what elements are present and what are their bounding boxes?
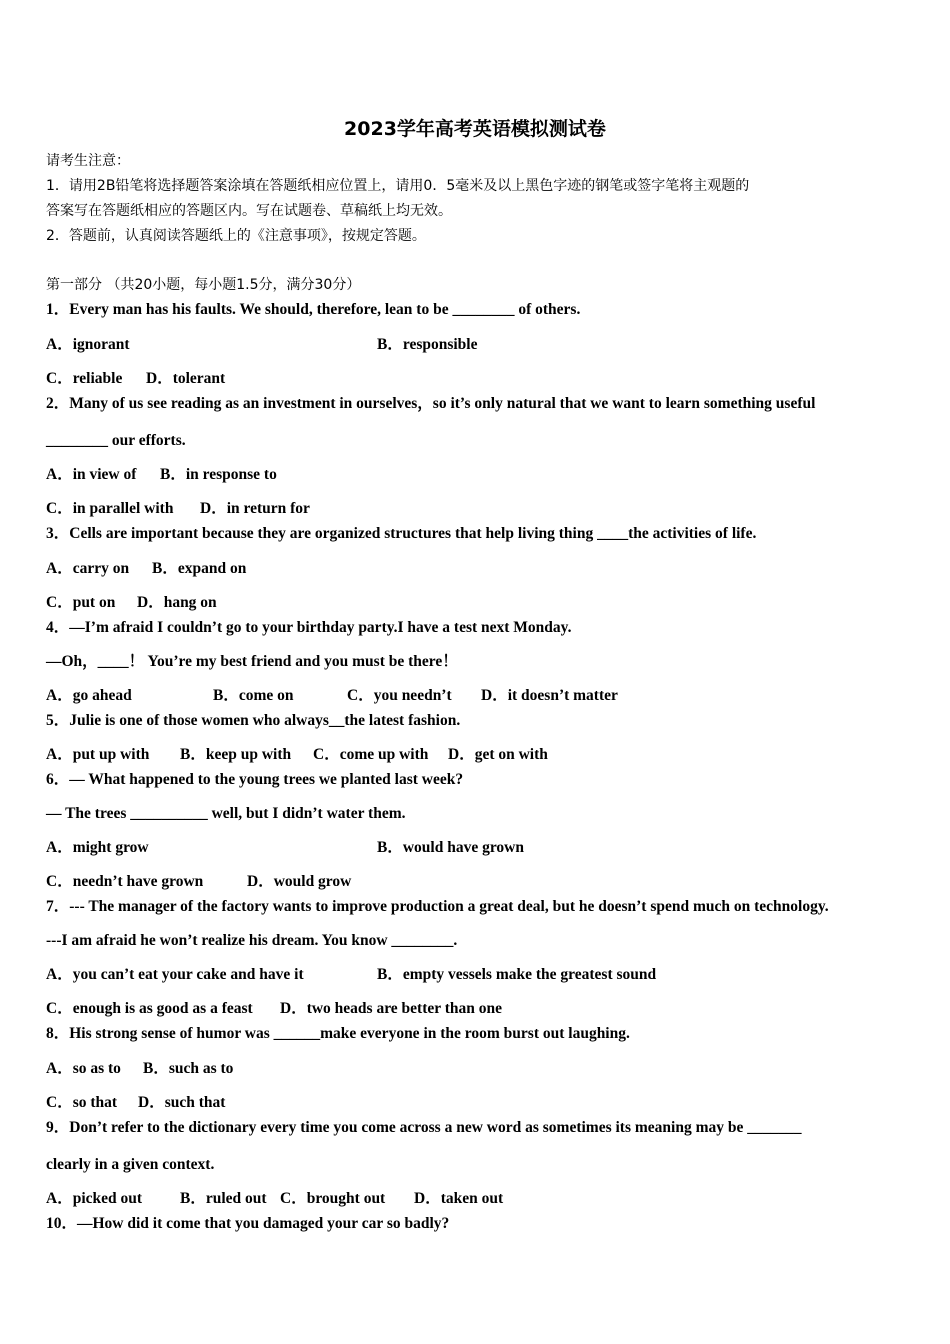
option-c[interactable]: C．reliable (46, 370, 123, 387)
question-stem-continued: — The trees __________ well, but I didn’t water them. (46, 805, 406, 822)
question-stem: 6．— What happened to the young trees we planted last week? (46, 771, 464, 788)
option-a[interactable]: A．you can’t eat your cake and have it (46, 966, 304, 983)
option-a[interactable]: A．go ahead (46, 687, 132, 704)
option-d[interactable]: D．such that (138, 1094, 226, 1111)
option-b[interactable]: B．would have grown (377, 839, 524, 856)
option-a[interactable]: A．might grow (46, 839, 149, 856)
question-stem: 8．His strong sense of humor was ______make everyone in the room burst out laughing. (46, 1025, 630, 1042)
option-d[interactable]: D．tolerant (146, 370, 226, 387)
option-d[interactable]: D．taken out (414, 1190, 504, 1207)
page-title: 2023学年高考英语模拟测试卷 (344, 118, 606, 140)
option-c[interactable]: C．put on (46, 594, 116, 611)
option-d[interactable]: D．get on with (448, 746, 548, 763)
question-stem-continued: —Oh，____！ You’re my best friend and you must be there！ (46, 653, 458, 670)
option-d[interactable]: D．hang on (137, 594, 217, 611)
option-c[interactable]: C．you needn’t (347, 687, 452, 704)
notice-line: 2．答题前，认真阅读答题纸上的《注意事项》，按规定答题。 (46, 228, 426, 244)
option-a[interactable]: A．put up with (46, 746, 150, 763)
question-stem: 4．—I’m afraid I couldn’t go to your birthday party.I have a test next Monday. (46, 619, 572, 636)
option-d[interactable]: D．would grow (247, 873, 352, 890)
notice-heading: 请考生注意： (46, 153, 130, 169)
option-b[interactable]: B．responsible (377, 336, 478, 353)
question-stem-continued: clearly in a given context. (46, 1156, 215, 1173)
option-d[interactable]: D．it doesn’t matter (481, 687, 618, 704)
option-c[interactable]: C．brought out (280, 1190, 386, 1207)
option-c[interactable]: C．come up with (313, 746, 429, 763)
question-stem: 1．Every man has his faults. We should, therefore, lean to be ________ of others. (46, 301, 581, 318)
option-a[interactable]: A．in view of (46, 466, 137, 483)
option-c[interactable]: C．enough is as good as a feast (46, 1000, 253, 1017)
option-b[interactable]: B．such as to (143, 1060, 234, 1077)
question-stem: 9．Don’t refer to the dictionary every time you come across a new word as sometimes its meaning may be _______ (46, 1119, 802, 1136)
option-b[interactable]: B．ruled out (180, 1190, 267, 1207)
question-stem-continued: ---I am afraid he won’t realize his dream. You know ________. (46, 932, 458, 949)
question-stem: 7．--- The manager of the factory wants to improve production a great deal, but he doesn’t spend much on technology. (46, 898, 829, 915)
notice-line: 答案写在答题纸相应的答题区内。写在试题卷、草稿纸上均无效。 (46, 203, 452, 219)
option-a[interactable]: A．picked out (46, 1190, 143, 1207)
notice-line: 1．请用2B铅笔将选择题答案涂填在答题纸相应位置上，请用0．5毫米及以上黑色字迹的钢笔或签字笔将主观题的 (46, 178, 750, 194)
option-b[interactable]: B．keep up with (180, 746, 292, 763)
question-stem: 5．Julie is one of those women who always__the latest fashion. (46, 712, 461, 729)
option-a[interactable]: A．carry on (46, 560, 130, 577)
option-b[interactable]: B．come on (213, 687, 294, 704)
question-stem: 2．Many of us see reading as an investment in ourselves，so it’s only natural that we want to learn something useful (46, 395, 816, 412)
question-stem: 10．—How did it come that you damaged your car so badly? (46, 1215, 450, 1232)
question-stem-continued: ________ our efforts. (46, 432, 186, 449)
option-c[interactable]: C．in parallel with (46, 500, 174, 517)
section-heading: 第一部分 （共20小题，每小题1.5分，满分30分） (46, 277, 361, 293)
option-a[interactable]: A．ignorant (46, 336, 130, 353)
option-c[interactable]: C．needn’t have grown (46, 873, 204, 890)
option-c[interactable]: C．so that (46, 1094, 118, 1111)
option-b[interactable]: B．expand on (152, 560, 247, 577)
option-a[interactable]: A．so as to (46, 1060, 121, 1077)
option-d[interactable]: D．in return for (200, 500, 310, 517)
question-stem: 3．Cells are important because they are organized structures that help living thing ____the activities of life. (46, 525, 757, 542)
option-b[interactable]: B．in response to (160, 466, 277, 483)
option-d[interactable]: D．two heads are better than one (280, 1000, 503, 1017)
option-b[interactable]: B．empty vessels make the greatest sound (377, 966, 657, 983)
